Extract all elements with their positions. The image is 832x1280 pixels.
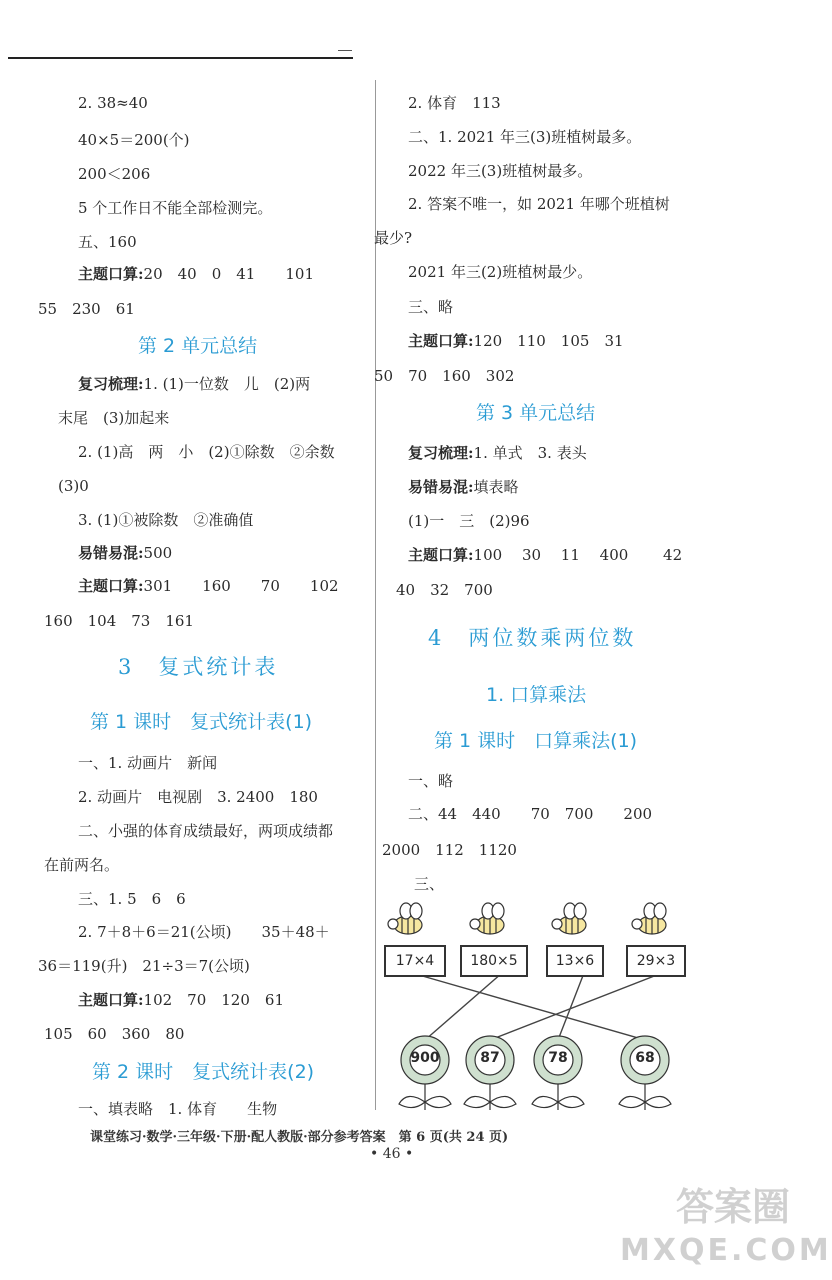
matching-lines [412,973,662,1040]
answer-line: 末尾 (3)加起来 [58,409,170,427]
lesson1-title: 第 1 课时 复式统计表(1) [90,711,313,733]
answer-line: 2. 体育 113 [408,94,501,112]
answer-line: 2. 38≈40 [78,94,148,112]
answer-line: 2. (1)高 两 小 (2)①除数 ②余数 [78,443,335,461]
section1-title: 1. 口算乘法 [486,684,587,706]
lesson2-title: 第 2 课时 复式统计表(2) [92,1061,315,1083]
answer-line: 55 230 61 [38,300,135,318]
answer-values: 500 [143,544,173,562]
answer-line: 36＝119(升) 21÷3＝7(公顷) [38,957,250,975]
answer-line: 2000 112 1120 [382,841,517,859]
expression-box: 13×6 [546,945,604,977]
expression-box: 29×3 [626,945,686,977]
flower-value: 78 [548,1050,568,1066]
answer-line: 2021 年三(2)班植树最少。 [408,263,593,281]
answer-values: 301 160 70 102 [143,577,339,595]
top-rule [8,57,353,59]
expression-box: 17×4 [384,945,446,977]
top-rule-fragment [338,50,352,51]
answer-values: 102 70 120 61 [143,991,284,1009]
unit2-summary-title: 第 2 单元总结 [138,335,258,357]
answer-line: 三、1. 5 6 6 [78,890,186,908]
answer-line [78,543,172,563]
bee-icons [388,903,666,934]
watermark-line2: MXQE.COM [620,1233,832,1268]
answer-line: 2022 年三(3)班植树最多。 [408,162,593,180]
flower-value: 87 [480,1050,500,1066]
answer-line [408,443,587,463]
label-common-errors: 易错易混: [78,544,144,562]
answer-line: 一、1. 动画片 新闻 [78,754,218,772]
answer-line: 二、44 440 70 700 200 [408,805,653,823]
answer-values: 1. (1)一位数 儿 (2)两 [143,375,311,393]
answer-line [408,545,682,565]
answer-values: 1. 单式 3. 表头 [473,444,587,462]
answer-values: 100 30 11 400 42 [473,546,683,564]
answer-values: 20 40 0 41 101 [143,265,314,283]
answer-line: 最少? [374,229,413,247]
answer-line [78,576,339,596]
chapter4-title: 4 两位数乘两位数 [428,626,637,650]
answer-line: 一、填表略 1. 体育 生物 [78,1100,278,1118]
answer-line: 5 个工作日不能全部检测完。 [78,199,273,217]
page-number: • 46 • [370,1146,414,1162]
answer-line: (1)一 三 (2)96 [408,512,530,530]
label-review: 复习梳理: [78,375,144,393]
answer-line: 二、1. 2021 年三(3)班植树最多。 [408,128,642,146]
answer-line: 40×5＝200(个) [78,131,190,149]
label-topic-calc: 主题口算: [78,265,144,283]
answer-line: 2. 答案不唯一，如 2021 年哪个班植树 [408,195,670,213]
label-topic-calc: 主题口算: [408,332,474,350]
answer-line: (3)0 [58,477,89,495]
answer-line: 3. (1)①被除数 ②准确值 [78,511,254,529]
answer-line: 三、略 [408,298,454,316]
label-common-errors: 易错易混: [408,478,474,496]
answer-line: 2. 7＋8＋6＝21(公顷) 35＋48＋ [78,923,330,941]
answer-values: 填表略 [473,478,519,496]
expression-box: 180×5 [460,945,528,977]
answer-line [408,331,624,351]
answer-line: 五、160 [78,233,137,251]
flower-icons [399,1036,671,1110]
chapter3-title: 3 复式统计表 [118,655,279,679]
answer-line: 200＜206 [78,165,151,183]
answer-line: 160 104 73 161 [44,612,194,630]
answer-line [78,990,284,1010]
page-footer: 课堂练习·数学·三年级·下册·配人教版·部分参考答案 第 6 页(共 24 页) [90,1130,509,1145]
answer-line: 50 70 160 302 [374,367,515,385]
label-review: 复习梳理: [408,444,474,462]
answer-line: 三、 [414,875,445,893]
watermark-line1: 答案圈 [675,1185,790,1229]
answer-line: 一、略 [408,772,454,790]
answer-line [78,374,310,394]
watermark-logo [620,1185,832,1270]
answer-line: 在前两名。 [44,856,120,874]
answer-line: 105 60 360 80 [44,1025,185,1043]
label-topic-calc: 主题口算: [408,546,474,564]
label-topic-calc: 主题口算: [78,577,144,595]
lesson1-title: 第 1 课时 口算乘法(1) [434,730,638,752]
answer-values: 120 110 105 31 [473,332,624,350]
flower-value: 68 [635,1050,655,1066]
label-topic-calc: 主题口算: [78,991,144,1009]
unit3-summary-title: 第 3 单元总结 [476,402,596,424]
answer-line [78,264,314,284]
matching-diagram [380,900,700,1115]
flower-value: 900 [410,1050,440,1066]
answer-line [408,477,519,497]
answer-line: 二、小强的体育成绩最好，两项成绩都 [78,822,334,840]
answer-line: 40 32 700 [396,581,493,599]
answer-line: 2. 动画片 电视剧 3. 2400 180 [78,788,318,806]
